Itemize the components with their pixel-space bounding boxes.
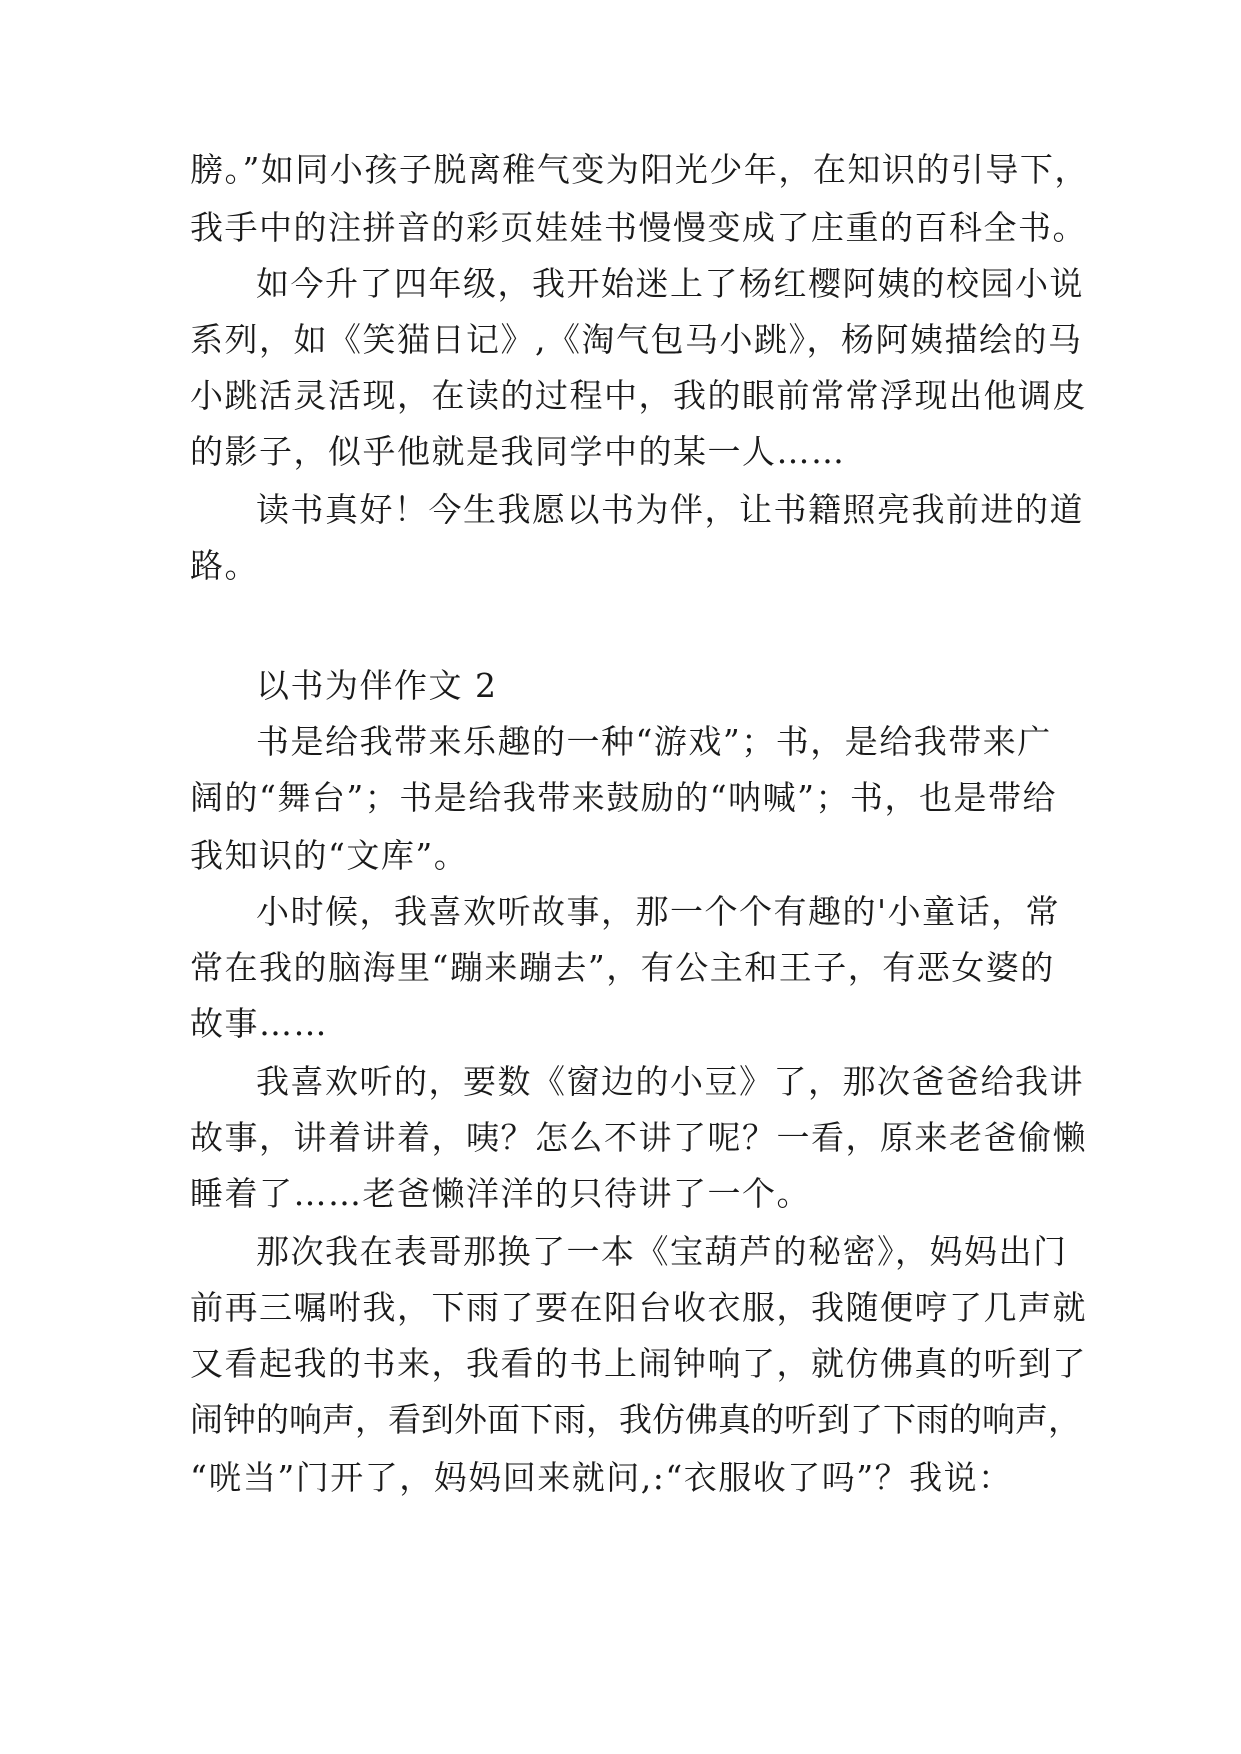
text-line: “咣当”门开了，妈妈回来就问,:“衣服收了吗”？我说： (190, 1458, 1013, 1497)
text-line: 的影子，似乎他就是我同学中的某一人…… (190, 432, 846, 471)
text-line: 又看起我的书来，我看的书上闹钟响了，就仿佛真的听到了 (190, 1344, 1087, 1383)
text-line: 阔的“舞台”；书是给我带来鼓励的“呐喊”；书，也是带给 (190, 778, 1057, 817)
text-line: 膀。”如同小孩子脱离稚气变为阳光少年，在知识的引导下， (190, 150, 1089, 189)
paragraph-start-line: 如今升了四年级，我开始迷上了杨红樱阿姨的校园小说 (256, 264, 1084, 303)
text-line: 闹钟的响声，看到外面下雨，我仿佛真的听到了下雨的响声， (190, 1400, 1081, 1439)
text-line: 常在我的脑海里“蹦来蹦去”，有公主和王子，有恶女婆的 (190, 948, 1055, 987)
text-line: 我知识的“文库”。 (190, 836, 469, 875)
text-line: 我手中的注拼音的彩页娃娃书慢慢变成了庄重的百科全书。 (190, 208, 1087, 247)
text-line: 睡着了……老爸懒洋洋的只待讲了一个。 (190, 1174, 811, 1213)
text-line: 系列，如《笑猫日记》,《淘气包马小跳》，杨阿姨描绘的马 (190, 320, 1083, 359)
text-line: 小跳活灵活现，在读的过程中，我的眼前常常浮现出他调皮 (190, 376, 1087, 415)
paragraph-start-line: 那次我在表哥那换了一本《宝葫芦的秘密》，妈妈出门 (256, 1232, 1068, 1271)
paragraph-start-line: 书是给我带来乐趣的一种“游戏”；书，是给我带来广 (256, 722, 1052, 761)
text-line: 路。 (190, 546, 259, 585)
paragraph-start-line: 小时候，我喜欢听故事，那一个个有趣的'小童话，常 (256, 892, 1061, 931)
section-heading: 以书为伴作文 2 (256, 666, 498, 705)
text-line: 故事，讲着讲着，咦？怎么不讲了呢？一看，原来老爸偷懒 (190, 1118, 1087, 1157)
paragraph-start-line: 读书真好！今生我愿以书为伴，让书籍照亮我前进的道 (256, 490, 1084, 529)
text-line: 前再三嘱咐我，下雨了要在阳台收衣服，我随便哼了几声就 (190, 1288, 1087, 1327)
text-line: 故事…… (190, 1004, 328, 1043)
paragraph-start-line: 我喜欢听的，要数《窗边的小豆》了，那次爸爸给我讲 (256, 1062, 1084, 1101)
